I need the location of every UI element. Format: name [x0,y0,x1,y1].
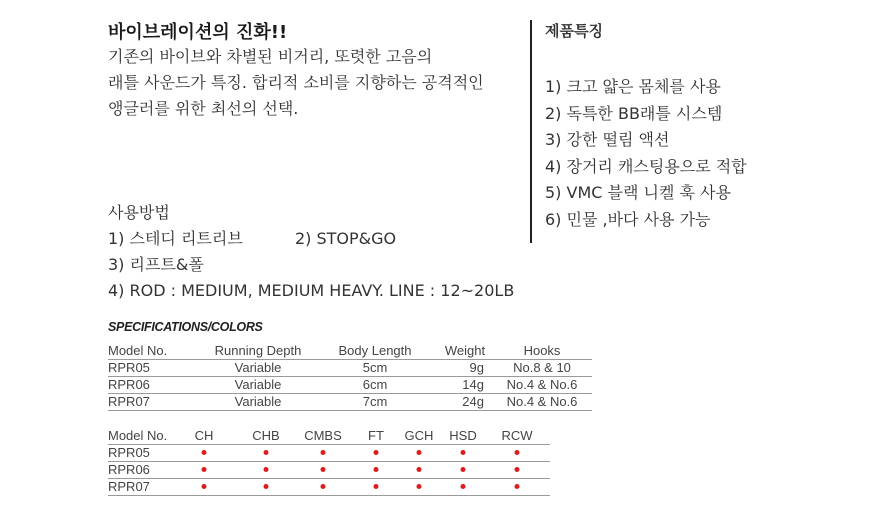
header-cell: Running Depth [214,343,302,358]
table-row [108,359,592,377]
header-cell: Model No. [108,428,168,443]
intro-line: 앵글러를 위한 최선의 선택. [108,99,299,118]
table-header-row [108,342,592,360]
color-available-dot [202,484,207,489]
usage-line: 4) ROD : MEDIUM, MEDIUM HEAVY. LINE : 12~20LB [108,281,515,300]
header-cell: CH [194,428,214,443]
color-available-dot [515,450,520,455]
feature-item: 5) VMC 블랙 니켈 훅 사용 [545,183,731,202]
model-cell: RPR07 [108,394,150,409]
color-available-dot [374,450,379,455]
intro-line: 래틀 사운드가 특징. 합리적 소비를 지향하는 공격적인 [108,73,484,92]
length-cell: 6cm [362,377,388,392]
table-header-row [108,427,550,445]
color-available-dot [374,467,379,472]
table-row [108,393,592,411]
color-available-dot [515,484,520,489]
table-row [108,376,592,394]
weight-cell: 9g [469,360,484,375]
color-available-dot [202,467,207,472]
header-cell: Weight [444,343,486,358]
model-cell: RPR07 [108,479,150,494]
depth-cell: Variable [234,377,282,392]
header-cell: HSD [449,428,477,443]
feature-item: 6) 민물 ,바다 사용 가능 [545,209,711,229]
length-cell: 5cm [362,360,388,375]
depth-cell: Variable [234,394,282,409]
color-available-dot [461,467,466,472]
hooks-cell: No.8 & 10 [513,360,571,375]
usage-title: 사용방법 [108,203,170,222]
color-available-dot [461,484,466,489]
weight-cell: 14g [462,377,484,392]
color-available-dot [461,450,466,455]
header-cell: CMBS [304,428,342,443]
color-available-dot [321,467,326,472]
table-row [108,444,550,462]
header-cell: Model No. [108,343,168,358]
table-row [108,478,550,496]
color-available-dot [417,450,422,455]
color-available-dot [321,450,326,455]
header-cell: CHB [252,428,280,443]
model-cell: RPR06 [108,462,150,477]
model-cell: RPR05 [108,360,150,375]
hooks-cell: No.4 & No.6 [506,377,578,392]
header-cell: Hooks [523,343,561,358]
color-available-dot [264,467,269,472]
model-cell: RPR06 [108,377,150,392]
usage-method-1: 1) 스테디 리트리브 [108,229,243,248]
feature-item: 4) 장거리 캐스팅용으로 적합 [545,156,747,176]
feature-item: 2) 독특한 BB래틀 시스템 [545,103,723,123]
usage-method-2: 2) STOP&GO [294,229,397,248]
feature-item: 3) 강한 떨림 액션 [545,130,670,149]
header-cell: GCH [404,428,434,443]
header-cell: RCW [501,428,533,443]
usage-line: 3) 리프트&폴 [108,255,204,274]
color-available-dot [417,484,422,489]
depth-cell: Variable [234,360,282,375]
length-cell: 7cm [362,394,388,409]
header-cell: Body Length [338,343,412,358]
intro-line: 기존의 바이브와 차별된 비거리, 또렷한 고음의 [108,47,433,66]
hooks-cell: No.4 & No.6 [506,394,578,409]
color-available-dot [202,450,207,455]
usage-line [108,226,514,252]
features-title: 제품특징 [545,22,603,40]
model-cell: RPR05 [108,445,150,460]
intro-title: 바이브레이션의 진화!! [108,22,288,43]
vertical-divider [530,20,532,243]
color-available-dot [374,484,379,489]
intro-paragraph [108,44,484,122]
color-available-dot [321,484,326,489]
color-available-dot [417,467,422,472]
feature-item: 1) 크고 얇은 몸체를 사용 [545,77,721,96]
color-available-dot [515,467,520,472]
weight-cell: 24g [462,394,484,409]
header-cell: FT [368,428,384,443]
color-available-dot [264,484,269,489]
usage-section [108,200,514,304]
table-row [108,461,550,479]
features-list [545,74,747,233]
specs-title: SPECIFICATIONS/COLORS [108,320,263,334]
color-available-dot [264,450,269,455]
